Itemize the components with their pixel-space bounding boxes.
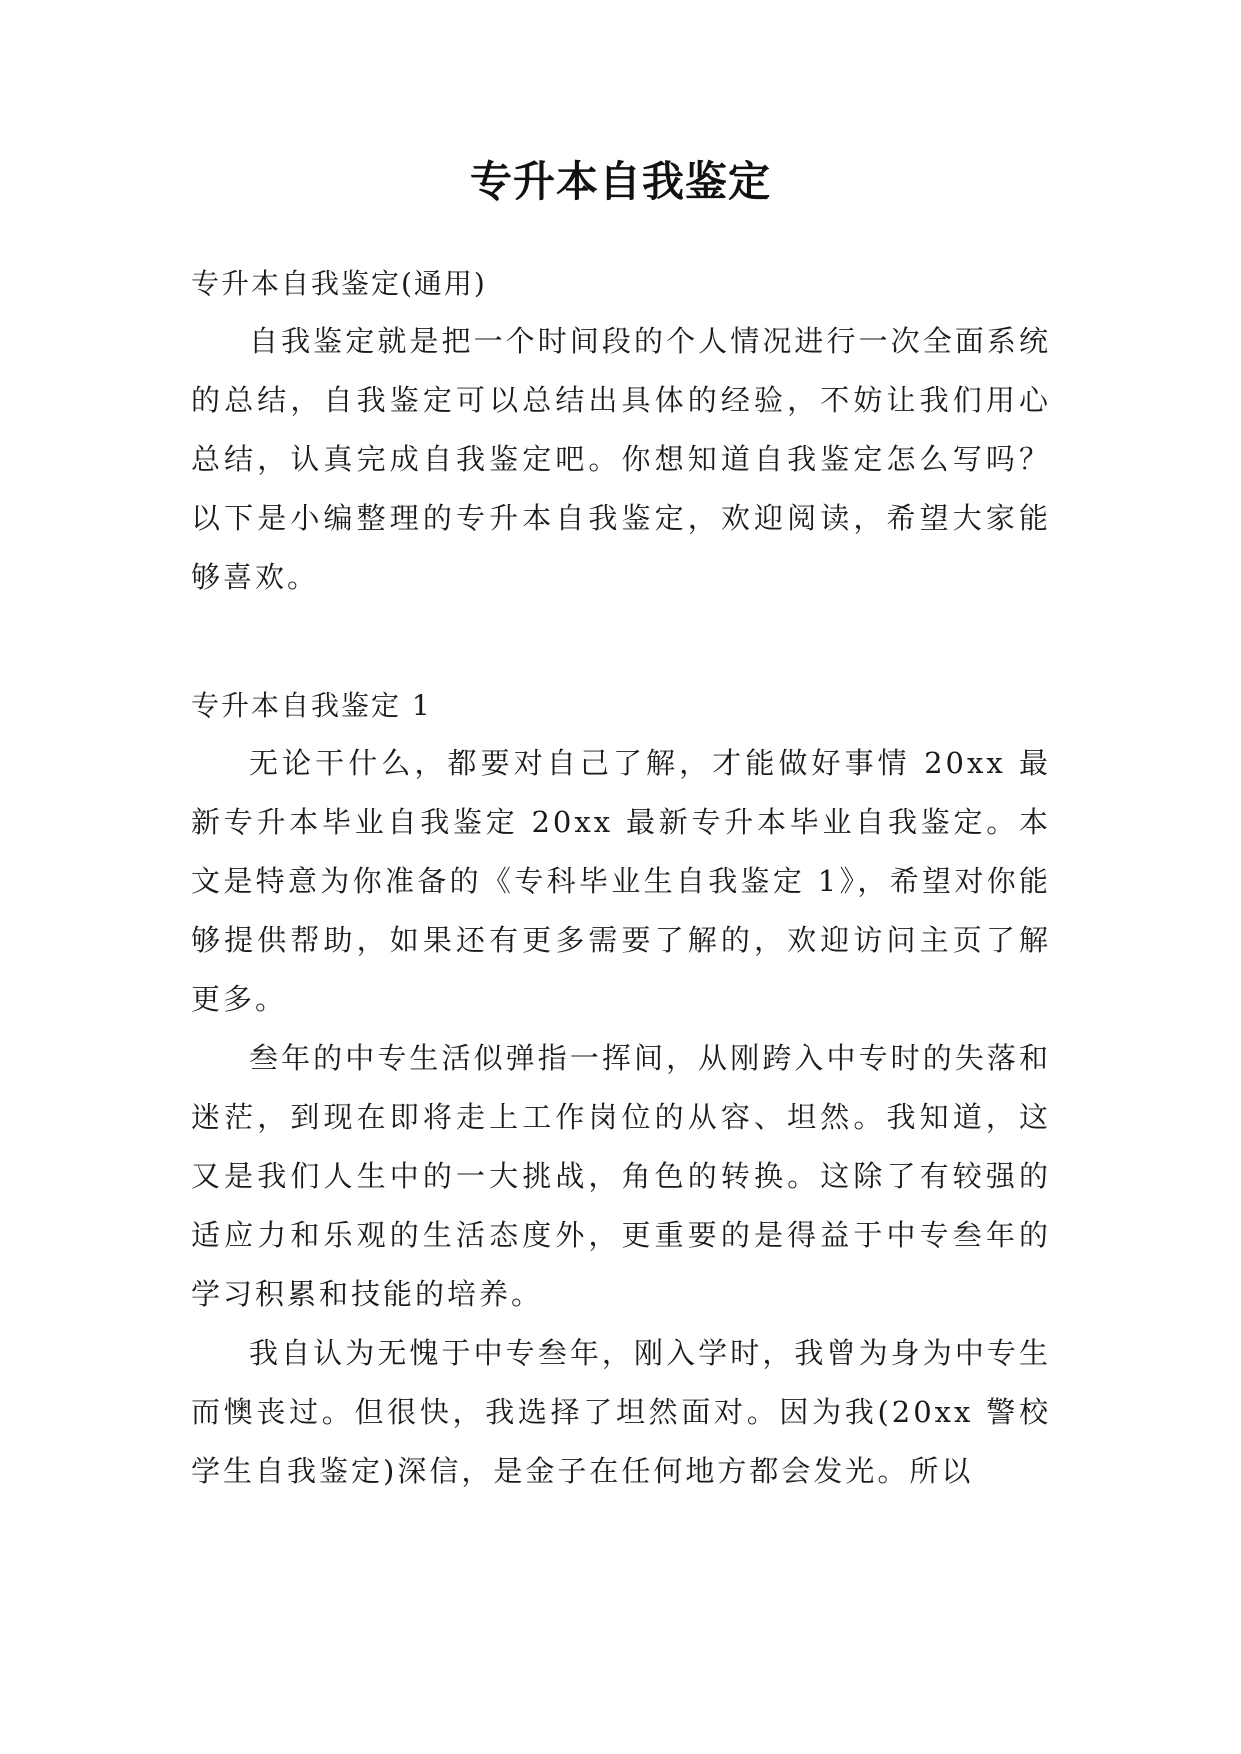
paragraph: 叁年的中专生活似弹指一挥间，从刚跨入中专时的失落和迷茫，到现在即将走上工作岗位的从容、坦然。我知道，这又是我们人生中的一大挑战，角色的转换。这除了有较强的适应力和乐观的生活态度外，更重要的是得益于中专叁年的学习积累和技能的培养。: [191, 1041, 1051, 1311]
section-heading: 专升本自我鉴定 1: [191, 689, 432, 722]
paragraph: 无论干什么，都要对自己了解，才能做好事情 20xx 最新专升本毕业自我鉴定 20xx 最新专升本毕业自我鉴定。本文是特意为你准备的《专科毕业生自我鉴定 1》，希望对你能够提供帮助，如果还有更多需要了解的，欢迎访问主页了解更多。: [191, 746, 1051, 1016]
paragraph: 自我鉴定就是把一个时间段的个人情况进行一次全面系统的总结，自我鉴定可以总结出具体的经验，不妨让我们用心总结，认真完成自我鉴定吧。你想知道自我鉴定怎么写吗？以下是小编整理的专升本自我鉴定，欢迎阅读，希望大家能够喜欢。: [191, 324, 1051, 594]
section-intro: [191, 256, 1051, 607]
document-title: 专升本自我鉴定: [469, 157, 771, 206]
section-heading: 专升本自我鉴定(通用): [191, 267, 487, 300]
section-1: [191, 678, 1051, 1501]
paragraph: 我自认为无愧于中专叁年，刚入学时，我曾为身为中专生而懊丧过。但很快，我选择了坦然面对。因为我(20xx 警校学生自我鉴定)深信，是金子在任何地方都会发光。所以: [191, 1336, 1051, 1488]
